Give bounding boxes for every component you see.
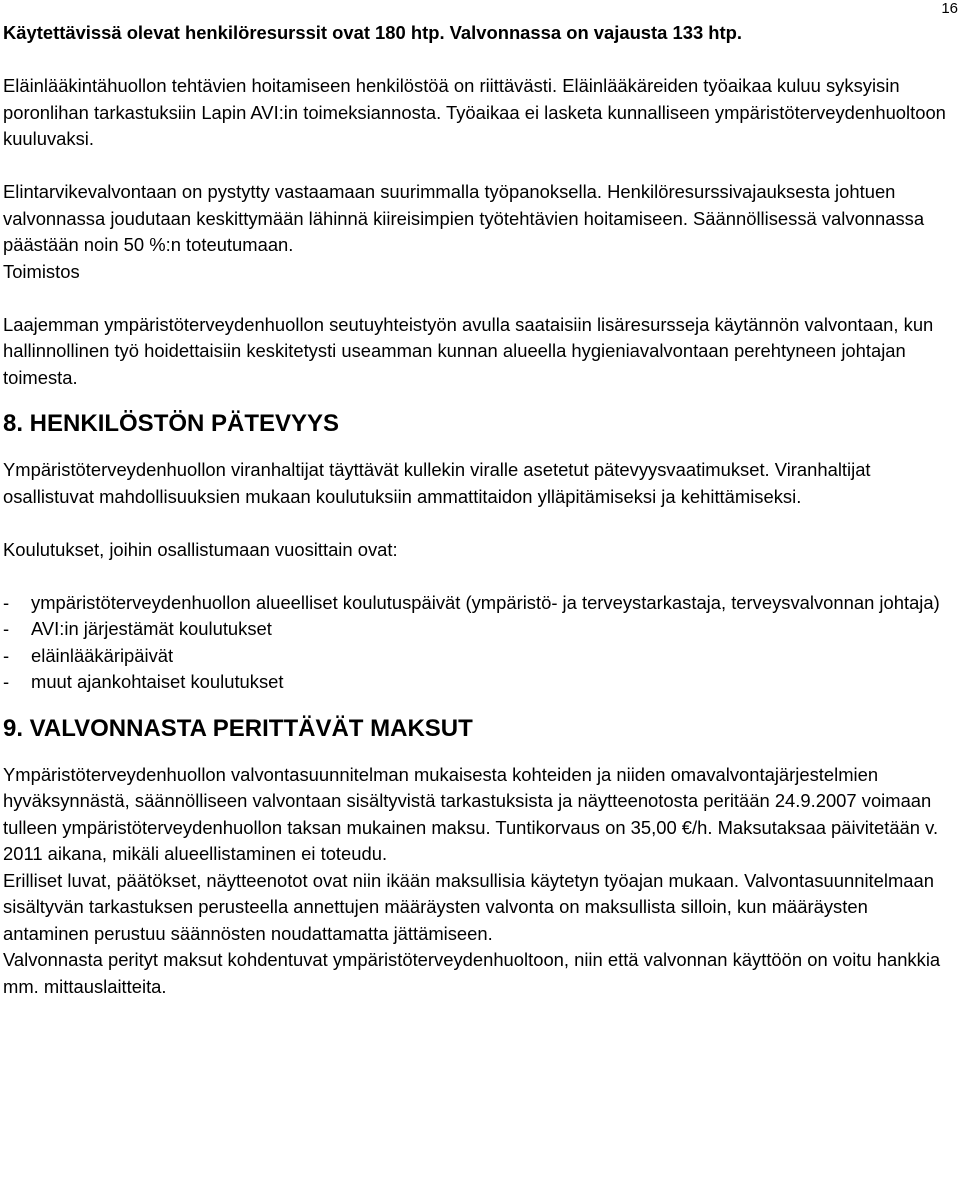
list-item-text: eläinlääkäripäivät: [31, 644, 174, 666]
list-dash: -: [3, 671, 10, 692]
section-heading-8: 8. HENKILÖSTÖN PÄTEVYYS: [3, 410, 340, 437]
list-item-text: muut ajankohtaiset koulutukset: [31, 671, 284, 692]
list-dash: -: [3, 618, 10, 639]
list-item: [3, 643, 948, 670]
list-item-text: AVI:in järjestämät koulutukset: [31, 618, 272, 639]
paragraph-food-control: Elintarvikevalvontaan on pystytty vastaamaan suurimmalla työpanoksella. Henkilöresurssivajauksesta johtuen valvonnassa joudutaan keskittymään lähinnä kiireisimpien työtehtävien hoitamiseen. Säännöllisessä valvonnassa päästään noin 50 %:n toteutumaan.: [3, 181, 925, 255]
section-heading-9: 9. VALVONNASTA PERITTÄVÄT MAKSUT: [3, 714, 473, 742]
resources-summary: Käytettävissä olevat henkilöresurssit ovat 180 htp. Valvonnassa on vajausta 133 htp.: [3, 22, 742, 43]
training-list: [3, 590, 948, 696]
list-item: [3, 669, 948, 696]
list-item: [3, 590, 948, 617]
document-body: [3, 20, 948, 1000]
page-number: 16: [941, 0, 958, 17]
list-dash: -: [3, 644, 10, 666]
list-item-text: ympäristöterveydenhuollon alueelliset koulutuspäivät (ympäristö- ja terveystarkastaja, terveysvalvonnan johtaja): [31, 591, 940, 613]
list-item: [3, 616, 948, 643]
paragraph-veterinary: Eläinlääkintähuollon tehtävien hoitamiseen henkilöstöä on riittävästi. Eläinlääkäreiden työaikaa kuluu syksyisin poronlihan tarkastuksiin Lapin AVI:in toimeksiannosta. Työaikaa ei lasketa kunnalliseen ympäristöterveydenhuoltoon kuuluvaksi.: [3, 75, 946, 149]
paragraph-permits: Erilliset luvat, päätökset, näytteenotot ovat niin ikään maksullisia käytetyn työajan mukaan. Valvontasuunnitelmaan sisältyvän tarkastuksen perusteella annettujen määräysten valvonta on maksullista silloin, kun määräysten antaminen perustuu säännösten noudattamatta jättämiseen.: [3, 869, 934, 944]
paragraph-cooperation: Laajemman ympäristöterveydenhuollon seutuyhteistyön avulla saataisiin lisäresursseja käytännön valvontaan, kun hallinnollinen työ hoidettaisiin keskitetysti useamman kunnan alueella hygieniavalvontaan perehtyneen johtajan toimesta.: [3, 313, 934, 388]
paragraph-trainings-intro: Koulutukset, joihin osallistumaan vuosittain ovat:: [3, 538, 398, 560]
list-dash: -: [3, 591, 10, 613]
paragraph-fees: Ympäristöterveydenhuollon valvontasuunnitelman mukaisesta kohteiden ja niiden omavalvontajärjestelmien hyväksynnästä, säännölliseen valvontaan sisältyvistä tarkastuksista ja näytteenotosta peritään 24.9.2007 voimaan tulleen ympäristöterveydenhuollon taksan mukainen maksu. Tuntikorvaus on 35,00 €/h. Maksutaksaa päivitetään v. 2011 aikana, mikäli alueellistaminen ei toteudu.: [3, 763, 939, 864]
paragraph-competence: Ympäristöterveydenhuollon viranhaltijat täyttävät kullekin viralle asetetut pätevyysvaatimukset. Viranhaltijat osallistuvat mahdollisuuksien mukaan koulutuksiin ammattitaidon ylläpitämiseksi ja kehittämiseksi.: [3, 459, 871, 507]
paragraph-toimistos: Toimistos: [3, 260, 80, 282]
paragraph-fee-allocation: Valvonnasta perityt maksut kohdentuvat ympäristöterveydenhuoltoon, niin että valvonnan käyttöön on voitu hankkia mm. mittauslaitteita.: [3, 949, 941, 997]
